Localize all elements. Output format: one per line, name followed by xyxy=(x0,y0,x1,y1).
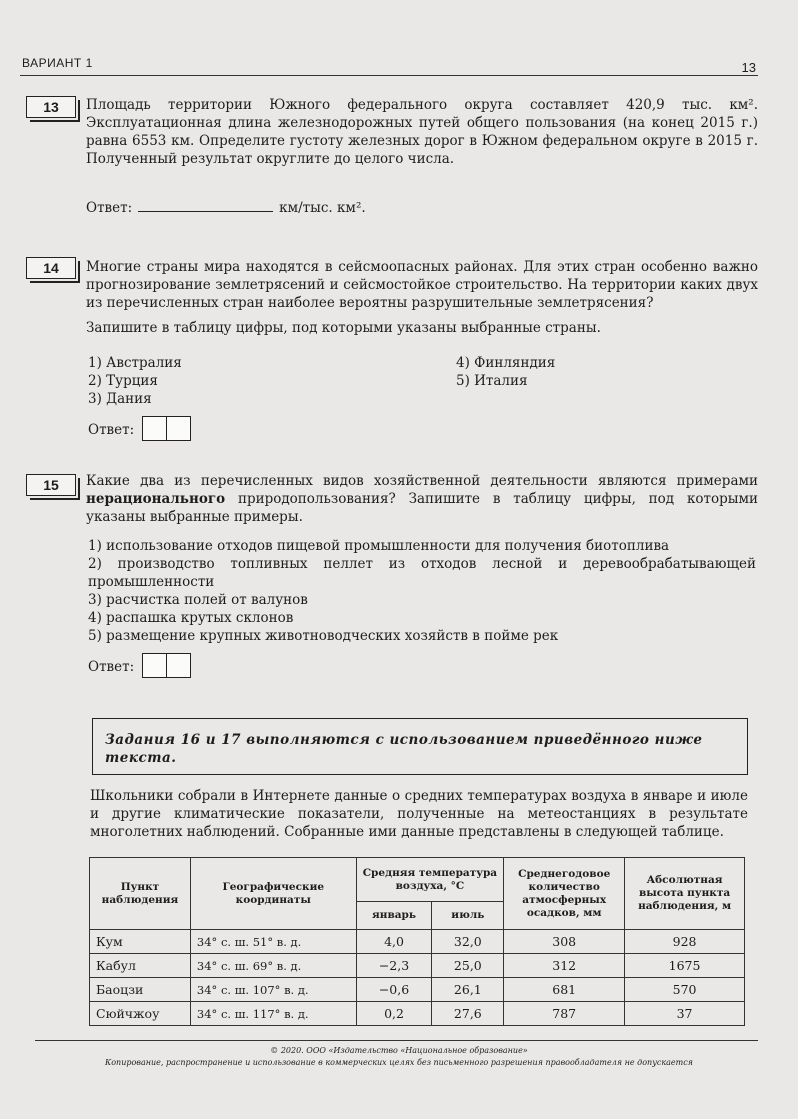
header-jul: июль xyxy=(432,902,504,930)
footer-divider xyxy=(35,1040,758,1041)
task-13-answer-unit: км/тыс. км². xyxy=(279,200,366,216)
precip-cell: 312 xyxy=(504,954,625,978)
task-15-answer xyxy=(88,653,190,682)
coords-cell: 34° с. ш. 117° в. д. xyxy=(190,1002,356,1026)
header-station: Пункт наблюдения xyxy=(90,858,191,930)
jul-cell: 26,1 xyxy=(432,978,504,1002)
task-15-text-bold: нерационального xyxy=(86,491,226,507)
station-cell: Баоцзи xyxy=(90,978,191,1002)
header-alt: Абсолютная высота пункта наблюдения, м xyxy=(625,858,745,930)
variant-label: ВАРИАНТ 1 xyxy=(22,56,93,70)
task-14-text: Многие страны мира находятся в сейсмоопасных районах. Для этих стран особенно важно прогнозирование землетрясений и сейсмостойкое строительство. На территории каких двух из перечисленных стран наиболее вероятны разрушительные землетрясения? xyxy=(86,259,758,311)
task-15-option-5: 5) размещение крупных животноводческих хозяйств в пойме рек xyxy=(88,628,559,644)
task-15-option-4: 4) распашка крутых склонов xyxy=(88,610,294,626)
task-15-text-after: природопользования? Запишите в таблицу цифры, под которыми указаны выбранные примеры. xyxy=(86,491,758,525)
alt-cell: 928 xyxy=(625,930,745,954)
task-15-answer-label: Ответ: xyxy=(88,659,135,675)
task-14 xyxy=(86,258,758,337)
task-14-instruction: Запишите в таблицу цифры, под которыми указаны выбранные страны. xyxy=(86,320,601,336)
task-14-answer-cell-1[interactable] xyxy=(142,416,167,441)
task-15-answer-cells xyxy=(142,653,190,682)
task-14-answer-label: Ответ: xyxy=(88,422,135,438)
page-number: 13 xyxy=(741,60,756,75)
alt-cell: 570 xyxy=(625,978,745,1002)
task-15-number: 15 xyxy=(26,474,76,496)
jan-cell: −0,6 xyxy=(356,978,432,1002)
task-15-option-3: 3) расчистка полей от валунов xyxy=(88,592,308,608)
jul-cell: 25,0 xyxy=(432,954,504,978)
table-row xyxy=(90,978,745,1002)
footer-notice: Копирование, распространение и использование в коммерческих целях без письменного разрешения правообладателя не допускается xyxy=(105,1058,693,1067)
footer-copyright: © 2020. ООО «Издательство «Национальное образование» xyxy=(270,1046,528,1055)
task-13-number: 13 xyxy=(26,96,76,118)
table-row xyxy=(90,954,745,978)
task-14-number: 14 xyxy=(26,257,76,279)
task-15-option-2: 2) производство топливных пеллет из отходов лесной и деревообрабатывающей промышленности xyxy=(88,556,756,590)
header-precip: Среднегодовое количество атмосферных осадков, мм xyxy=(504,858,625,930)
task-15 xyxy=(86,472,758,526)
task-14-answer-cells xyxy=(142,416,190,445)
task-14-option-2: 2) Турция xyxy=(88,373,158,389)
task-15-text xyxy=(86,472,758,526)
jul-cell: 32,0 xyxy=(432,930,504,954)
header-divider xyxy=(20,75,758,76)
table-row xyxy=(90,930,745,954)
task-14-answer-cell-2[interactable] xyxy=(166,416,191,441)
task-13-answer-line[interactable] xyxy=(138,197,273,212)
task-13 xyxy=(86,96,758,168)
task-15-answer-cell-2[interactable] xyxy=(166,653,191,678)
coords-cell: 34° с. ш. 107° в. д. xyxy=(190,978,356,1002)
table-row xyxy=(90,1002,745,1026)
jul-cell: 27,6 xyxy=(432,1002,504,1026)
station-cell: Сюйчжоу xyxy=(90,1002,191,1026)
table-intro-text: Школьники собрали в Интернете данные о средних температурах воздуха в январе и июле и другие климатические показатели, полученные на метеостанциях в результате многолетних наблюдений. Собранные ими данные представлены в следующей таблице. xyxy=(90,788,748,840)
jan-cell: −2,3 xyxy=(356,954,432,978)
coords-cell: 34° с. ш. 51° в. д. xyxy=(190,930,356,954)
task-13-answer-label: Ответ: xyxy=(86,200,133,216)
task-15-answer-cell-1[interactable] xyxy=(142,653,167,678)
task-14-option-3: 3) Дания xyxy=(88,391,152,407)
table-intro xyxy=(90,787,748,841)
task-15-options xyxy=(88,537,756,645)
jan-cell: 0,2 xyxy=(356,1002,432,1026)
header-coords: Географические координаты xyxy=(190,858,356,930)
tasks-16-17-notice: Задания 16 и 17 выполняются с использованием приведённого ниже текста. xyxy=(92,718,748,775)
coords-cell: 34° с. ш. 69° в. д. xyxy=(190,954,356,978)
precip-cell: 787 xyxy=(504,1002,625,1026)
task-15-text-before: Какие два из перечисленных видов хозяйственной деятельности являются примерами xyxy=(86,473,758,489)
task-14-answer xyxy=(88,416,190,445)
header-jan: январь xyxy=(356,902,432,930)
task-13-answer xyxy=(86,197,366,216)
alt-cell: 1675 xyxy=(625,954,745,978)
precip-cell: 681 xyxy=(504,978,625,1002)
jan-cell: 4,0 xyxy=(356,930,432,954)
alt-cell: 37 xyxy=(625,1002,745,1026)
station-cell: Кум xyxy=(90,930,191,954)
task-15-option-1: 1) использование отходов пищевой промышленности для получения биотоплива xyxy=(88,538,670,554)
header-temp: Средняя температура воздуха, °С xyxy=(356,858,504,902)
task-13-text: Площадь территории Южного федерального округа составляет 420,9 тыс. км². Эксплуатационная длина железнодорожных путей общего пользования (на конец 2015 г.) равна 6553 км. Определите густоту железных дорог в Южном федеральном округе в 2015 г. Полученный результат округлите до целого числа. xyxy=(86,97,758,167)
precip-cell: 308 xyxy=(504,930,625,954)
climate-table xyxy=(89,857,745,1026)
task-14-option-1: 1) Австралия xyxy=(88,355,182,371)
task-14-option-5: 5) Италия xyxy=(456,373,528,389)
station-cell: Кабул xyxy=(90,954,191,978)
task-14-option-4: 4) Финляндия xyxy=(456,355,556,371)
